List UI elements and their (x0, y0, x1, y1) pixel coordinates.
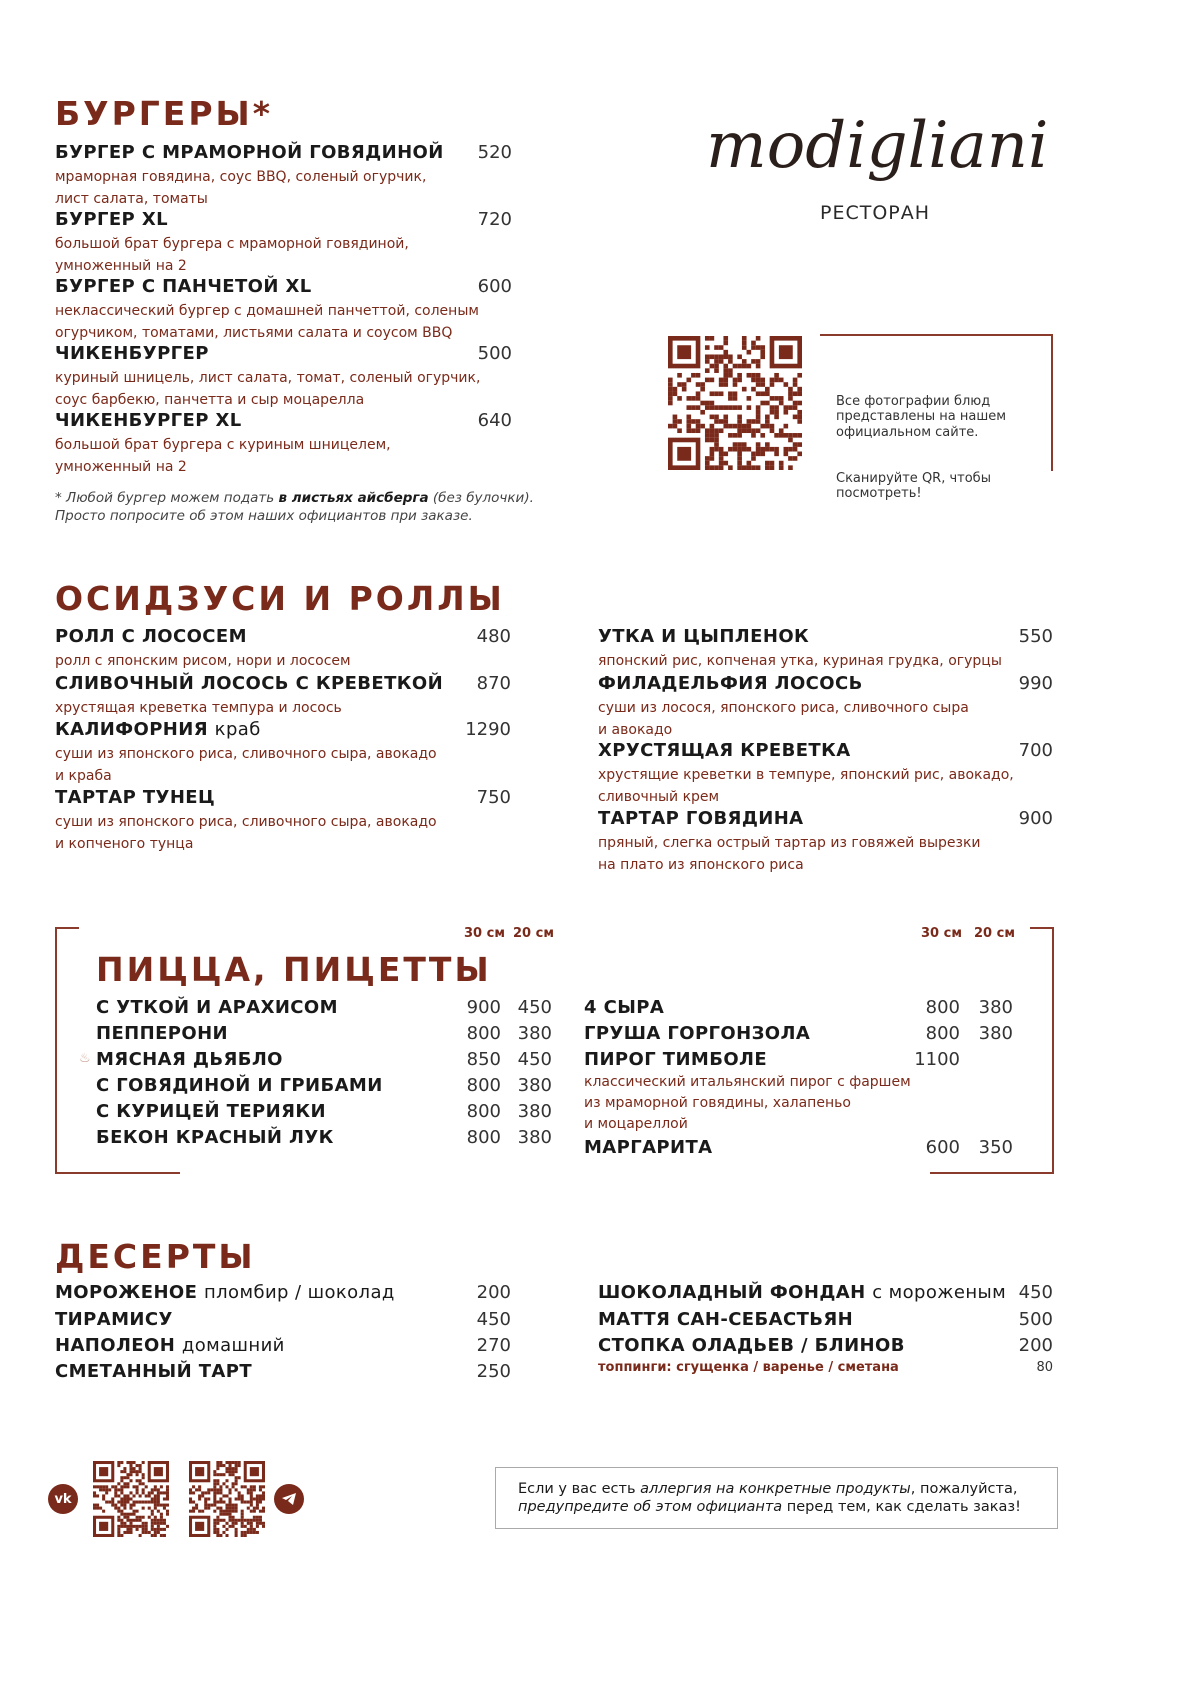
item-name-main: НАПОЛЕОН (55, 1335, 176, 1356)
pizza-price-30: 800 (925, 997, 960, 1018)
item-name (55, 142, 444, 163)
pizza-price-20: 350 (978, 1137, 1013, 1158)
menu-item (55, 343, 480, 411)
qr-frame-top (820, 334, 1053, 336)
item-price: 520 (477, 142, 512, 163)
pizza-price-20: 380 (978, 1023, 1013, 1044)
item-name-light: пломбир / шоколад (203, 1282, 395, 1303)
item-price: 450 (476, 1309, 511, 1330)
item-name (598, 1309, 853, 1330)
menu-item (598, 626, 1002, 672)
item-price: 500 (1018, 1309, 1053, 1330)
pizza-frame-tl (55, 927, 79, 929)
pizza-size-large-left: 30 см (464, 926, 505, 941)
pizza-price-30: 800 (466, 1023, 501, 1044)
item-desc: неклассический бургер с домашней панчеттой, соленым огурчиком, томатами, листьями салата и соусом BBQ (55, 303, 479, 341)
item-name (55, 343, 480, 364)
item-name (55, 626, 351, 647)
pizza-frame-bl (55, 1172, 180, 1174)
item-name (55, 209, 409, 230)
pizza-name: ГРУША ГОРГОНЗОЛА (584, 1023, 811, 1044)
item-name-main: БУРГЕР С МРАМОРНОЙ ГОВЯДИНОЙ (55, 142, 444, 163)
timbole-desc: классический итальянский пирог с фаршем из мраморной говядины, халапеньо и моцареллой (584, 1074, 911, 1132)
item-price: 640 (477, 410, 512, 431)
item-desc: ролл с японским рисом, нори и лососем (55, 653, 351, 669)
item-name (598, 1335, 905, 1356)
menu-item (55, 787, 437, 855)
item-name-main: МОРОЖЕНОЕ (55, 1282, 198, 1303)
item-name (55, 787, 437, 808)
item-desc: мраморная говядина, соус BBQ, соленый огурчик, лист салата, томаты (55, 169, 427, 207)
menu-item (55, 276, 479, 344)
pizza-price-20: 450 (517, 997, 552, 1018)
menu-item (598, 1335, 905, 1356)
item-desc: японский рис, копченая утка, куриная грудка, огурцы (598, 653, 1002, 669)
allergy-notice: Если у вас есть аллергия на конкретные продукты, пожалуйста, предупредите об этом официанта перед тем, как сделать заказ! (495, 1467, 1058, 1529)
item-name (55, 719, 437, 740)
menu-item (598, 808, 981, 876)
menu-item (598, 740, 1014, 808)
item-price: 700 (1018, 740, 1053, 761)
logo-wordmark: modigliani (706, 109, 1049, 183)
item-desc: суши из лосося, японского риса, сливочного сыра и авокадо (598, 700, 969, 738)
burgers-title: БУРГЕРЫ* (55, 94, 273, 133)
pizza-size-small-right: 20 см (974, 926, 1015, 941)
menu-item (55, 142, 444, 210)
pizza-price-20: 450 (517, 1049, 552, 1070)
item-desc: куриный шницель, лист салата, томат, соленый огурчик, соус барбекю, панчетта и сыр моцарелла (55, 370, 481, 408)
item-desc: большой брат бургера с куриным шницелем, умноженный на 2 (55, 437, 391, 475)
pizza-name: МЯСНАЯ ДЬЯБЛО (96, 1049, 283, 1070)
pizza-name: ПИРОГ ТИМБОЛЕ (584, 1049, 768, 1070)
pizza-size-large-right: 30 см (921, 926, 962, 941)
menu-item (55, 1309, 173, 1330)
item-name-main: ЧИКЕНБУРГЕР XL (55, 410, 242, 431)
menu-item (598, 1309, 853, 1330)
menu-item (55, 1361, 252, 1382)
item-name-main: МАТТЯ САН-СЕБАСТЬЯН (598, 1309, 854, 1330)
item-name (55, 410, 391, 431)
menu-item (598, 1282, 1006, 1303)
item-name-main: СЛИВОЧНЫЙ ЛОСОСЬ С КРЕВЕТКОЙ (55, 673, 444, 694)
item-price: 200 (476, 1282, 511, 1303)
item-name-main: ФИЛАДЕЛЬФИЯ ЛОСОСЬ (598, 673, 863, 694)
pizza-price-30: 800 (466, 1127, 501, 1148)
item-name (55, 1361, 252, 1382)
item-name-main: СТОПКА ОЛАДЬЕВ / БЛИНОВ (598, 1335, 905, 1356)
item-desc: хрустящие креветки в темпуре, японский рис, авокадо, сливочный крем (598, 767, 1014, 805)
item-price: 480 (476, 626, 511, 647)
item-desc: большой брат бургера с мраморной говядиной, умноженный на 2 (55, 236, 409, 274)
item-desc: хрустящая креветка темпура и лосось (55, 700, 342, 716)
qr-info-line2: Сканируйте QR, чтобы посмотреть! (836, 470, 991, 501)
item-name-main: ХРУСТЯЩАЯ КРЕВЕТКА (598, 740, 851, 761)
telegram-icon[interactable] (274, 1484, 304, 1514)
menu-item (55, 673, 443, 719)
item-price: 900 (1018, 808, 1053, 829)
item-name-main: ШОКОЛАДНЫЙ ФОНДАН (598, 1282, 866, 1303)
item-name (55, 1309, 173, 1330)
burger-note: * Любой бургер можем подать в листьях айсберга (без булочки). Просто попросите об этом наших официантов при заказе. (55, 490, 534, 524)
qr-frame-right (1051, 334, 1053, 471)
pizza-name: С УТКОЙ И АРАХИСОМ (96, 997, 338, 1018)
pizza-price-30: 800 (925, 1023, 960, 1044)
item-name (598, 626, 1002, 647)
pizza-name: МАРГАРИТА (584, 1137, 713, 1158)
item-name (598, 808, 981, 829)
pizza-frame-tr (1030, 927, 1054, 929)
item-price: 870 (476, 673, 511, 694)
item-price: 500 (477, 343, 512, 364)
pizza-frame-br (930, 1172, 1054, 1174)
qr-info-text (836, 378, 1006, 517)
pizza-price-20: 380 (517, 1075, 552, 1096)
item-name-main: БУРГЕР XL (55, 209, 168, 230)
item-price: 990 (1018, 673, 1053, 694)
pizza-price-30: 800 (466, 1101, 501, 1122)
item-name-main: ТИРАМИСУ (55, 1309, 173, 1330)
menu-item (55, 626, 351, 672)
item-name (55, 276, 479, 297)
item-price: 250 (476, 1361, 511, 1382)
item-name (598, 1282, 1006, 1303)
telegram-qr-code[interactable] (189, 1461, 265, 1537)
item-name (598, 740, 1014, 761)
item-name-light: краб (214, 719, 261, 740)
pizza-price-30: 850 (466, 1049, 501, 1070)
pizza-price-30: 1100 (914, 1049, 960, 1070)
pizza-frame-right (1052, 927, 1054, 1174)
item-name (55, 1282, 395, 1303)
item-price: 600 (477, 276, 512, 297)
toppings-label: топпинги: сгущенка / варенье / сметана (598, 1360, 899, 1375)
item-desc: суши из японского риса, сливочного сыра, авокадо и краба (55, 746, 437, 784)
vk-qr-code[interactable] (93, 1461, 169, 1537)
menu-item (598, 673, 969, 741)
item-price: 720 (477, 209, 512, 230)
item-name (55, 673, 443, 694)
menu-item (55, 209, 409, 277)
pizza-price-20: 380 (517, 1101, 552, 1122)
item-price: 1290 (465, 719, 511, 740)
item-name-light: домашний (181, 1335, 285, 1356)
menu-item (55, 1282, 395, 1303)
item-name-main: ЧИКЕНБУРГЕР (55, 343, 209, 364)
pizza-title: ПИЦЦА, ПИЦЕТТЫ (96, 950, 492, 989)
pizza-price-20: 380 (978, 997, 1013, 1018)
pizza-name: БЕКОН КРАСНЫЙ ЛУК (96, 1127, 334, 1148)
item-desc: суши из японского риса, сливочного сыра, авокадо и копченого тунца (55, 814, 437, 852)
menu-item (55, 1335, 285, 1356)
item-desc: пряный, слегка острый тартар из говяжей вырезки на плато из японского риса (598, 835, 981, 873)
item-price: 750 (476, 787, 511, 808)
item-price: 450 (1018, 1282, 1053, 1303)
item-price: 270 (476, 1335, 511, 1356)
item-name-main: СМЕТАННЫЙ ТАРТ (55, 1361, 253, 1382)
menu-item (55, 719, 437, 787)
menu-item (55, 410, 391, 478)
vk-icon[interactable]: vk (48, 1484, 78, 1514)
item-price: 200 (1018, 1335, 1053, 1356)
pizza-price-20: 380 (517, 1127, 552, 1148)
rolls-title: ОСИДЗУСИ И РОЛЛЫ (55, 579, 505, 618)
item-name-light: с мороженым (872, 1282, 1007, 1303)
item-name (598, 673, 969, 694)
spicy-icon: ♨ (79, 1051, 91, 1066)
pizza-name: С ГОВЯДИНОЙ И ГРИБАМИ (96, 1075, 383, 1096)
toppings-price: 80 (1036, 1360, 1053, 1375)
pizza-price-30: 600 (925, 1137, 960, 1158)
item-name (55, 1335, 285, 1356)
item-name-main: БУРГЕР С ПАНЧЕТОЙ XL (55, 276, 312, 297)
website-qr-code[interactable] (668, 336, 802, 470)
item-name-main: УТКА И ЦЫПЛЕНОК (598, 626, 810, 647)
desserts-title: ДЕСЕРТЫ (55, 1237, 256, 1276)
brand-subtitle: РЕСТОРАН (820, 202, 931, 224)
pizza-size-small-left: 20 см (513, 926, 554, 941)
pizza-price-30: 900 (466, 997, 501, 1018)
qr-info-line1: Все фотографии блюд представлены на нашем официальном сайте. (836, 393, 1007, 440)
item-name-main: ТАРТАР ГОВЯДИНА (598, 808, 804, 829)
pizza-price-30: 800 (466, 1075, 501, 1096)
item-price: 550 (1018, 626, 1053, 647)
pizza-name: 4 СЫРА (584, 997, 665, 1018)
pizza-frame-left (55, 927, 57, 1174)
pizza-price-20: 380 (517, 1023, 552, 1044)
brand-logo (700, 62, 1050, 192)
item-name-main: КАЛИФОРНИЯ (55, 719, 208, 740)
pizza-name: С КУРИЦЕЙ ТЕРИЯКИ (96, 1101, 326, 1122)
pizza-name: ПЕППЕРОНИ (96, 1023, 229, 1044)
item-name-main: РОЛЛ С ЛОСОСЕМ (55, 626, 247, 647)
item-name-main: ТАРТАР ТУНЕЦ (55, 787, 216, 808)
